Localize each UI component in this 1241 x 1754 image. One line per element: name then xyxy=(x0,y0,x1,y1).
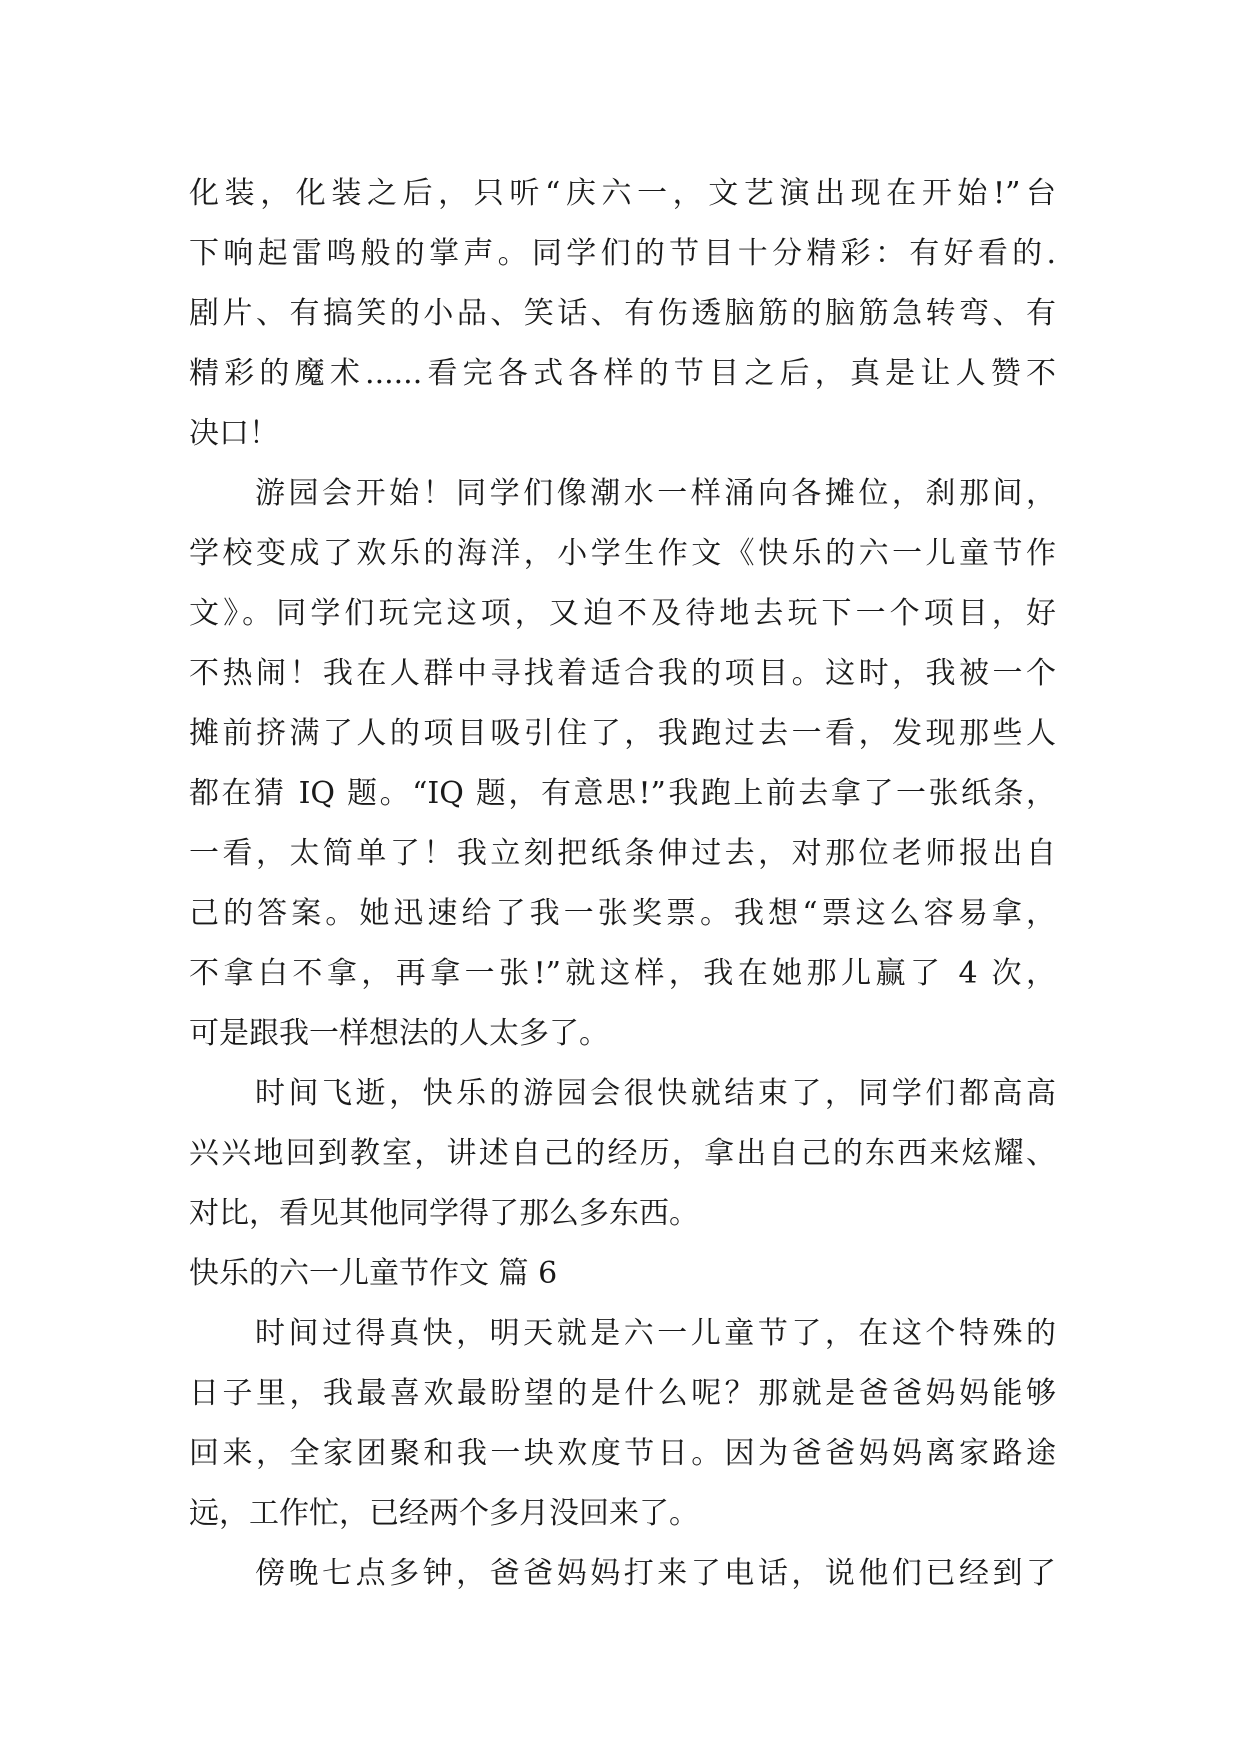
text-line: 兴兴地回到教室，讲述自己的经历，拿出自己的东西来炫耀、 xyxy=(189,1136,1056,1171)
paragraph-start-line: 时间飞逝，快乐的游园会很快就结束了，同学们都高高 xyxy=(255,1076,1056,1111)
text-line: 精彩的魔术......看完各式各样的节目之后，真是让人赞不 xyxy=(189,356,1056,391)
text-line: 对比，看见其他同学得了那么多东西。 xyxy=(189,1196,699,1231)
section-heading: 快乐的六一儿童节作文 篇 6 xyxy=(189,1256,558,1291)
text-line: 己的答案。她迅速给了我一张奖票。我想“票这么容易拿， xyxy=(189,896,1056,931)
paragraph-start-line: 游园会开始！同学们像潮水一样涌向各摊位，刹那间， xyxy=(255,476,1056,511)
text-line: 回来，全家团聚和我一块欢度节日。因为爸爸妈妈离家路途 xyxy=(189,1436,1056,1471)
paragraph-start-line: 时间过得真快，明天就是六一儿童节了，在这个特殊的 xyxy=(255,1316,1056,1351)
text-line: 决口！ xyxy=(189,416,279,451)
document-body xyxy=(189,164,1056,1604)
text-line: 下响起雷鸣般的掌声。同学们的节目十分精彩：有好看的. xyxy=(189,236,1056,271)
text-line: 剧片、有搞笑的小品、笑话、有伤透脑筋的脑筋急转弯、有 xyxy=(189,296,1056,331)
text-line: 不拿白不拿，再拿一张!”就这样，我在她那儿赢了 4 次， xyxy=(189,956,1056,991)
text-line: 都在猜 IQ 题。“IQ 题，有意思!”我跑上前去拿了一张纸条， xyxy=(189,776,1056,811)
text-line: 摊前挤满了人的项目吸引住了，我跑过去一看，发现那些人 xyxy=(189,716,1056,751)
text-line: 文》。同学们玩完这项，又迫不及待地去玩下一个项目，好 xyxy=(189,596,1056,631)
text-line: 学校变成了欢乐的海洋，小学生作文《快乐的六一儿童节作 xyxy=(189,536,1056,571)
paragraph-start-line: 傍晚七点多钟，爸爸妈妈打来了电话，说他们已经到了 xyxy=(255,1556,1056,1591)
text-line: 化装，化装之后，只听“庆六一，文艺演出现在开始!”台 xyxy=(189,176,1056,211)
text-line: 可是跟我一样想法的人太多了。 xyxy=(189,1016,609,1051)
text-line: 不热闹！我在人群中寻找着适合我的项目。这时，我被一个 xyxy=(189,656,1056,691)
text-line: 一看，太简单了！我立刻把纸条伸过去，对那位老师报出自 xyxy=(189,836,1056,871)
text-line: 日子里，我最喜欢最盼望的是什么呢？那就是爸爸妈妈能够 xyxy=(189,1376,1056,1411)
text-line: 远，工作忙，已经两个多月没回来了。 xyxy=(189,1496,699,1531)
